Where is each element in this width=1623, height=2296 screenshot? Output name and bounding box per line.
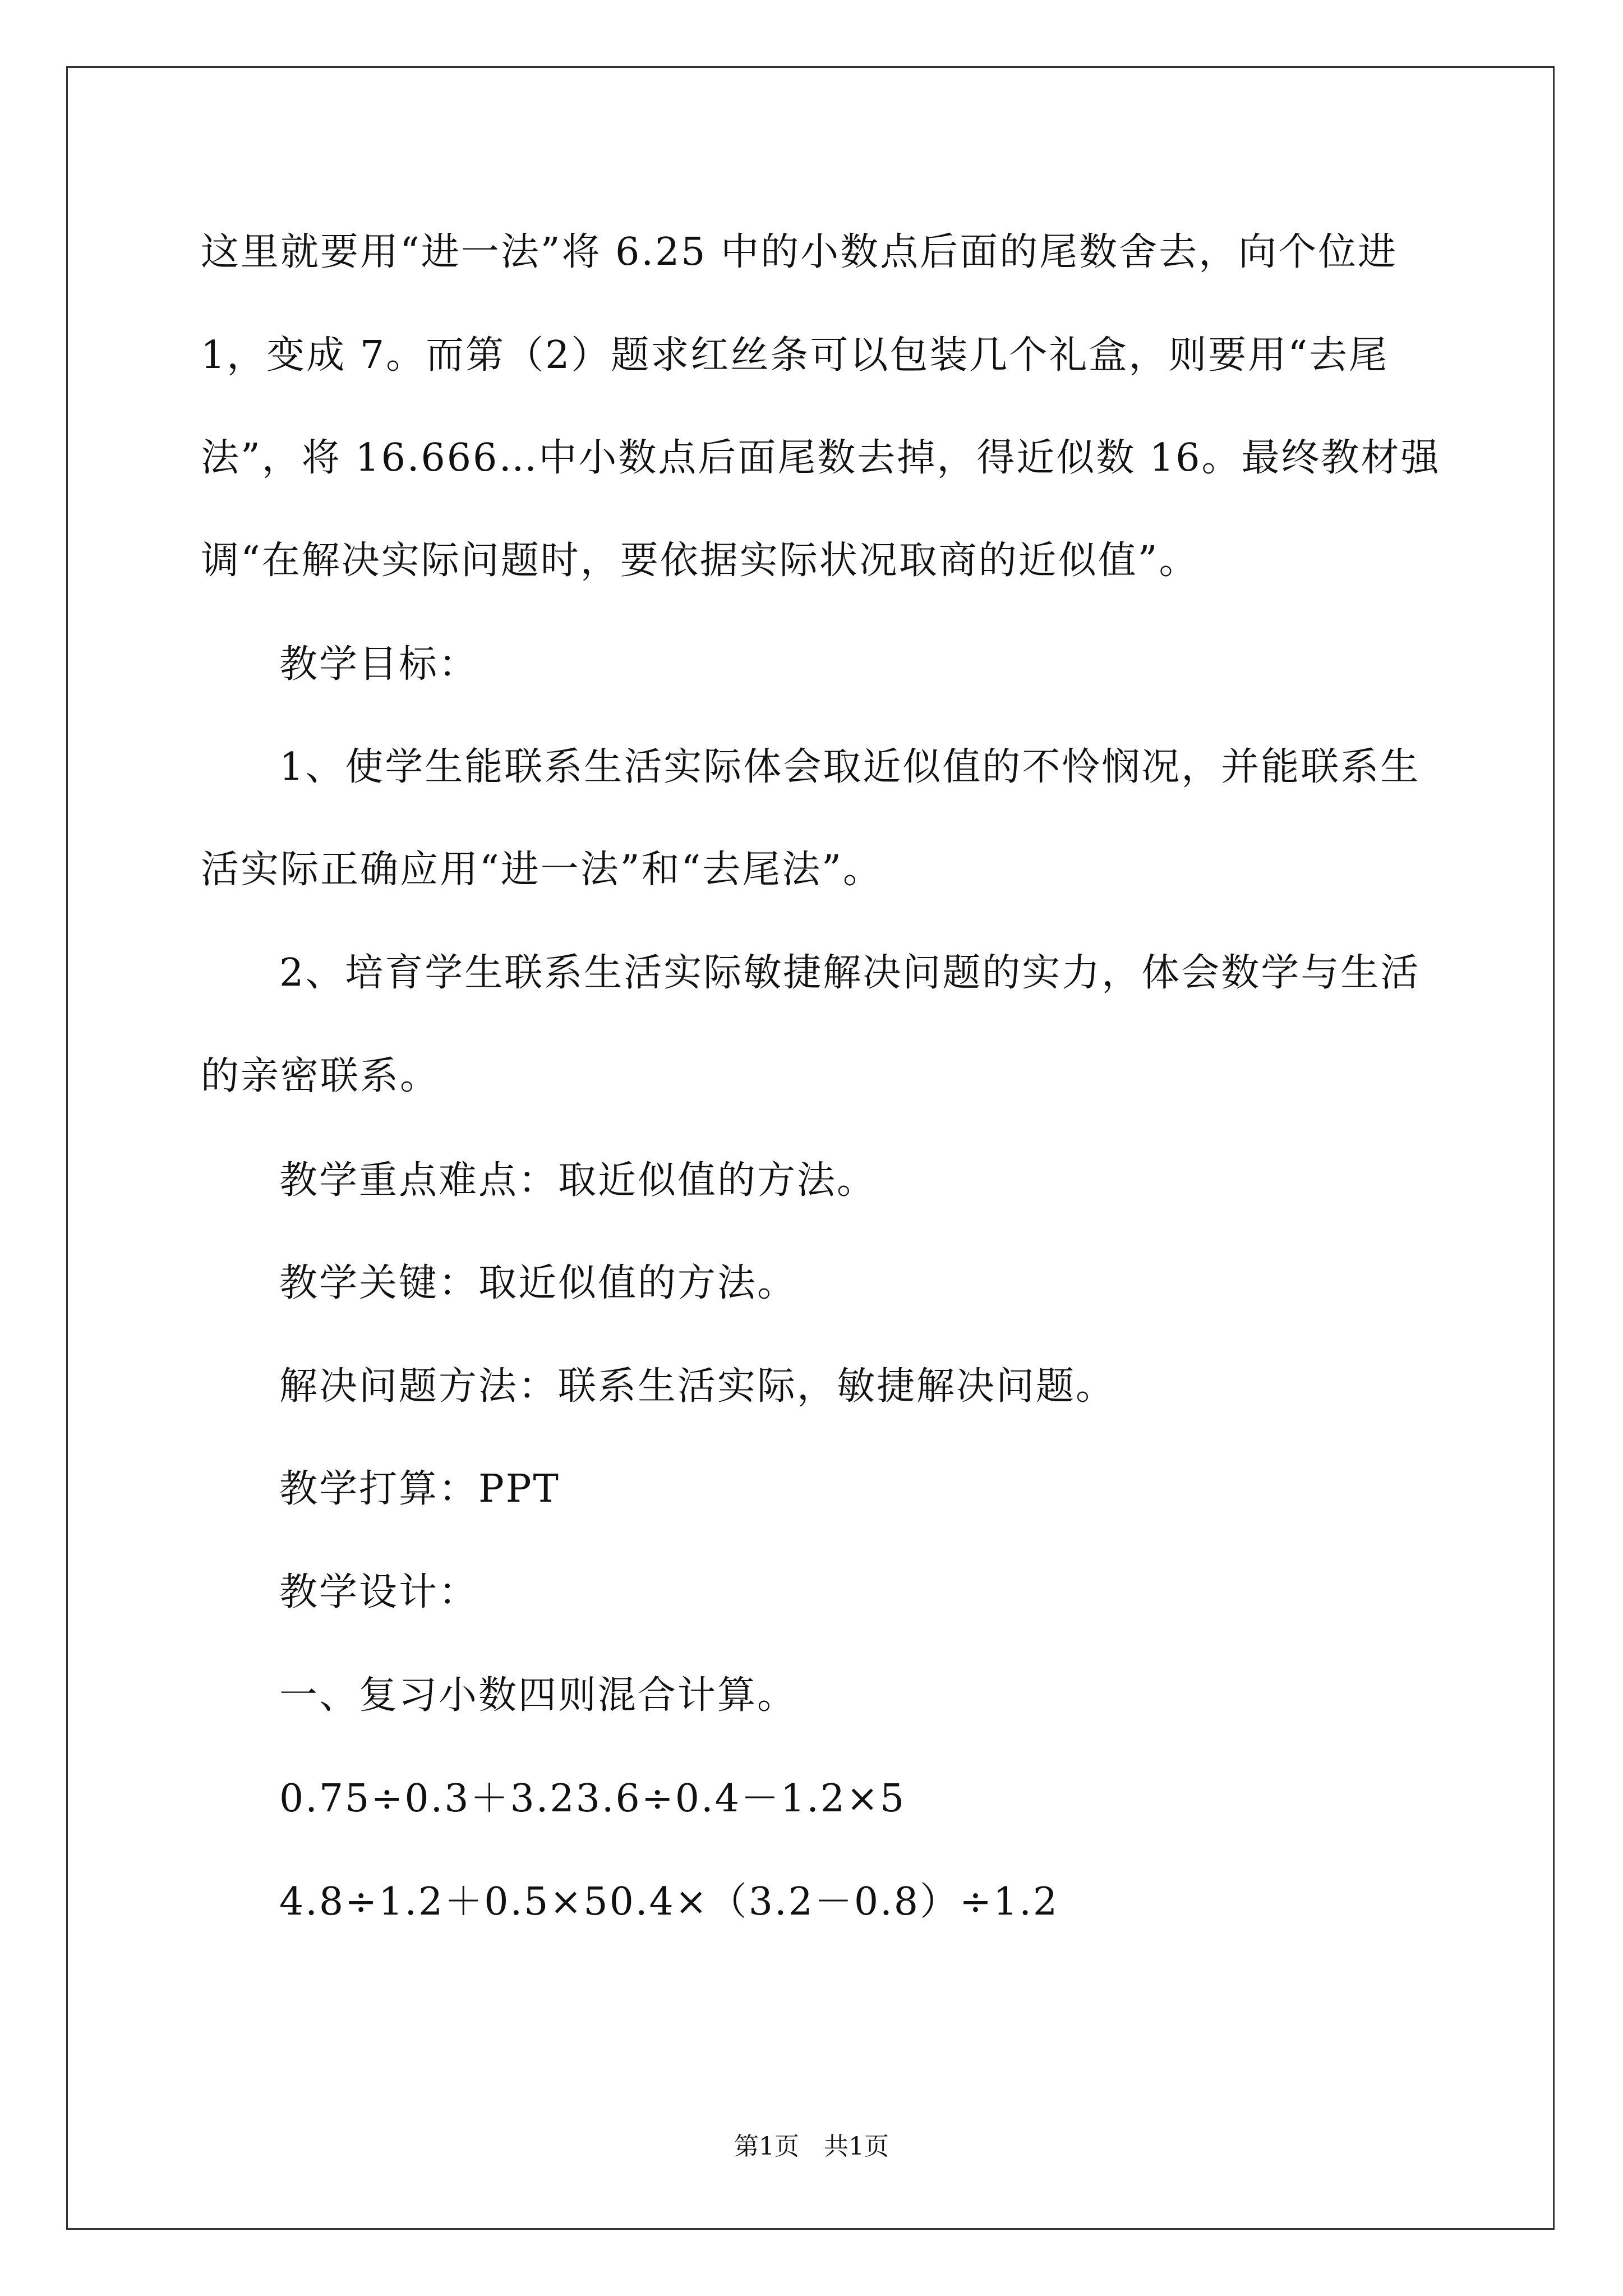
design-heading: 教学设计： [279,1570,479,1614]
text-line: 活实际正确应用“进一法”和“去尾法”。 [201,848,883,892]
text-line: 2、培育学生联系生活实际敏捷解决问题的实力，体会数学与生活 [279,951,1421,995]
prep-line: 教学打算：PPT [279,1467,560,1511]
method-line: 解决问题方法：联系生活实际，敏捷解决问题。 [279,1364,1116,1409]
text-line: 这里就要用“进一法”将 6.25 中的小数点后面的尾数舍去，向个位进 [201,230,1398,274]
key-points-line: 教学重点难点：取近似值的方法。 [279,1158,877,1203]
key-line: 教学关键：取近似值的方法。 [279,1261,797,1305]
page-footer: 第1页 共1页 [734,2132,889,2161]
text-line: 1，变成 7。而第（2）题求红丝条可以包装几个礼盒，则要用“去尾 [201,333,1389,378]
text-line: 法”，将 16.666…中小数点后面尾数去掉，得近似数 16。最终教材强 [201,436,1441,480]
section-heading: 一、复习小数四则混合计算。 [279,1673,797,1718]
text-line: 1、使学生能联系生活实际体会取近似值的不怜悯况，并能联系生 [279,745,1421,789]
calc-line: 0.75÷0.3＋3.23.6÷0.4－1.2×5 [279,1777,906,1821]
text-line: 调“在解决实际问题时，要依据实际状况取商的近似值”。 [201,539,1199,583]
text-line: 的亲密联系。 [201,1054,440,1098]
calc-line: 4.8÷1.2＋0.5×50.4×（3.2－0.8）÷1.2 [279,1880,1059,1924]
goals-heading: 教学目标： [279,642,479,687]
